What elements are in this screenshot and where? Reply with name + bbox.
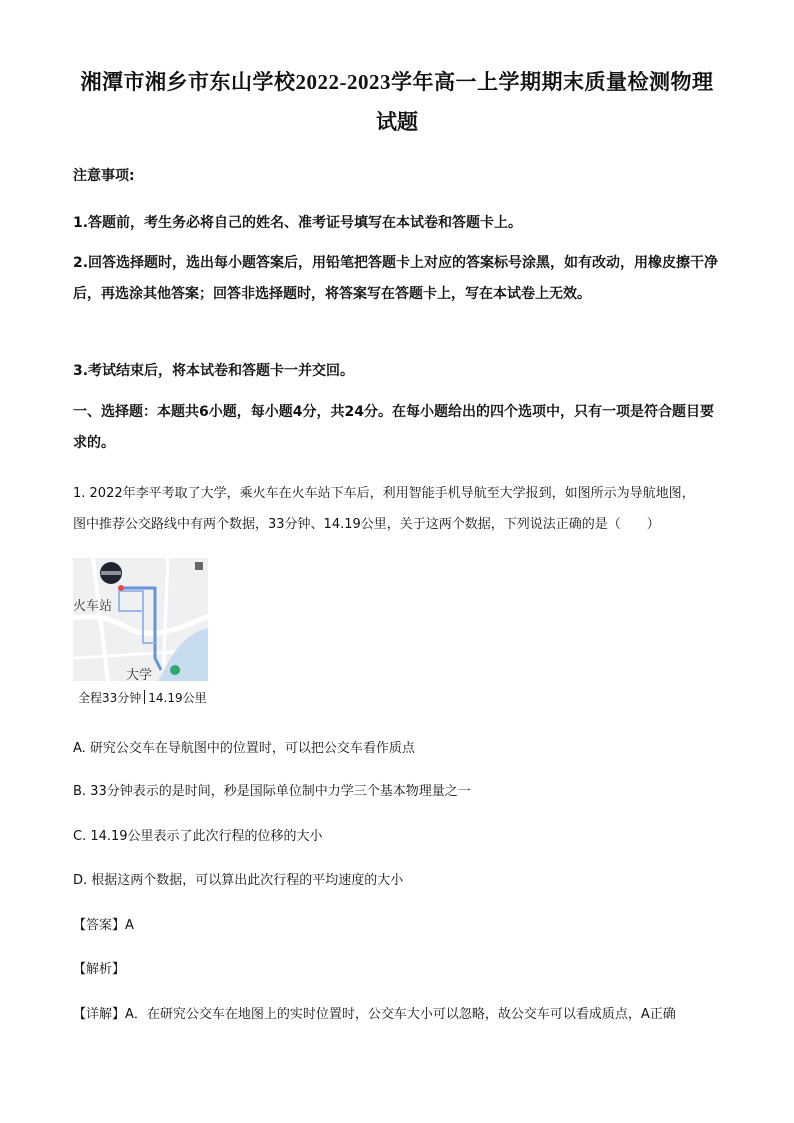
section-1-heading: 一、选择题：本题共6小题，每小题4分，共24分。在每小题给出的四个选项中，只有一项是符合题目要求的。 — [73, 404, 714, 451]
notice-item-1: 1.答题前，考生务必将自己的姓名、准考证号填写在本试卷和答题卡上。 — [73, 215, 523, 231]
question-1-stem-line2: 图中推荐公交路线中有两个数据，33分钟、14.19公里，关于这两个数据，下列说法正确的是（ ） — [73, 517, 660, 532]
option-a: A. 研究公交车在导航图中的位置时，可以把公交车看作质点 — [73, 741, 415, 756]
answer-value: A — [125, 918, 134, 933]
map-caption-distance: 14.19公里 — [148, 691, 207, 705]
option-b: B. 33分钟表示的是时间，秒是国际单位制中力学三个基本物理量之一 — [73, 784, 471, 799]
navigation-map — [73, 558, 208, 681]
notice-heading: 注意事项: — [73, 168, 135, 184]
map-graphic — [73, 558, 208, 681]
notice-item-2: 2.回答选择题时，选出每小题答案后，用铅笔把答题卡上对应的答案标号涂黑，如有改动，用橡皮擦干净后，再选涂其他答案；回答非选择题时，将答案写在答题卡上，写在本试卷上无效。 — [73, 255, 719, 302]
question-1-stem-line1: 1. 2022年李平考取了大学，乘火车在火车站下车后，利用智能手机导航至大学报到，如图所示为导航地图， — [73, 486, 695, 501]
answer-label: 【答案】 — [73, 918, 126, 933]
map-caption — [78, 689, 207, 706]
notice-item-3: 3.考试结束后，将本试卷和答题卡一并交回。 — [73, 363, 355, 379]
map-label-university: 大学 — [126, 668, 153, 681]
analysis-label: 【解析】 — [73, 962, 126, 977]
page-title-line1: 湘潭市湘乡市东山学校2022-2023学年高一上学期期末质量检测物理 — [80, 70, 714, 94]
map-label-station: 火车站 — [73, 599, 113, 614]
option-d: D. 根据这两个数据，可以算出此次行程的平均速度的大小 — [73, 873, 404, 888]
map-caption-time: 全程33分钟 — [78, 691, 142, 705]
caption-divider — [144, 690, 145, 704]
detail-line: 【详解】A．在研究公交车在地图上的实时位置时，公交车大小可以忽略，故公交车可以看成质点，A正确 — [73, 1007, 676, 1022]
answer-line — [73, 914, 134, 933]
option-c: C. 14.19公里表示了此次行程的位移的大小 — [73, 829, 323, 844]
page-title-line2: 试题 — [376, 110, 418, 134]
